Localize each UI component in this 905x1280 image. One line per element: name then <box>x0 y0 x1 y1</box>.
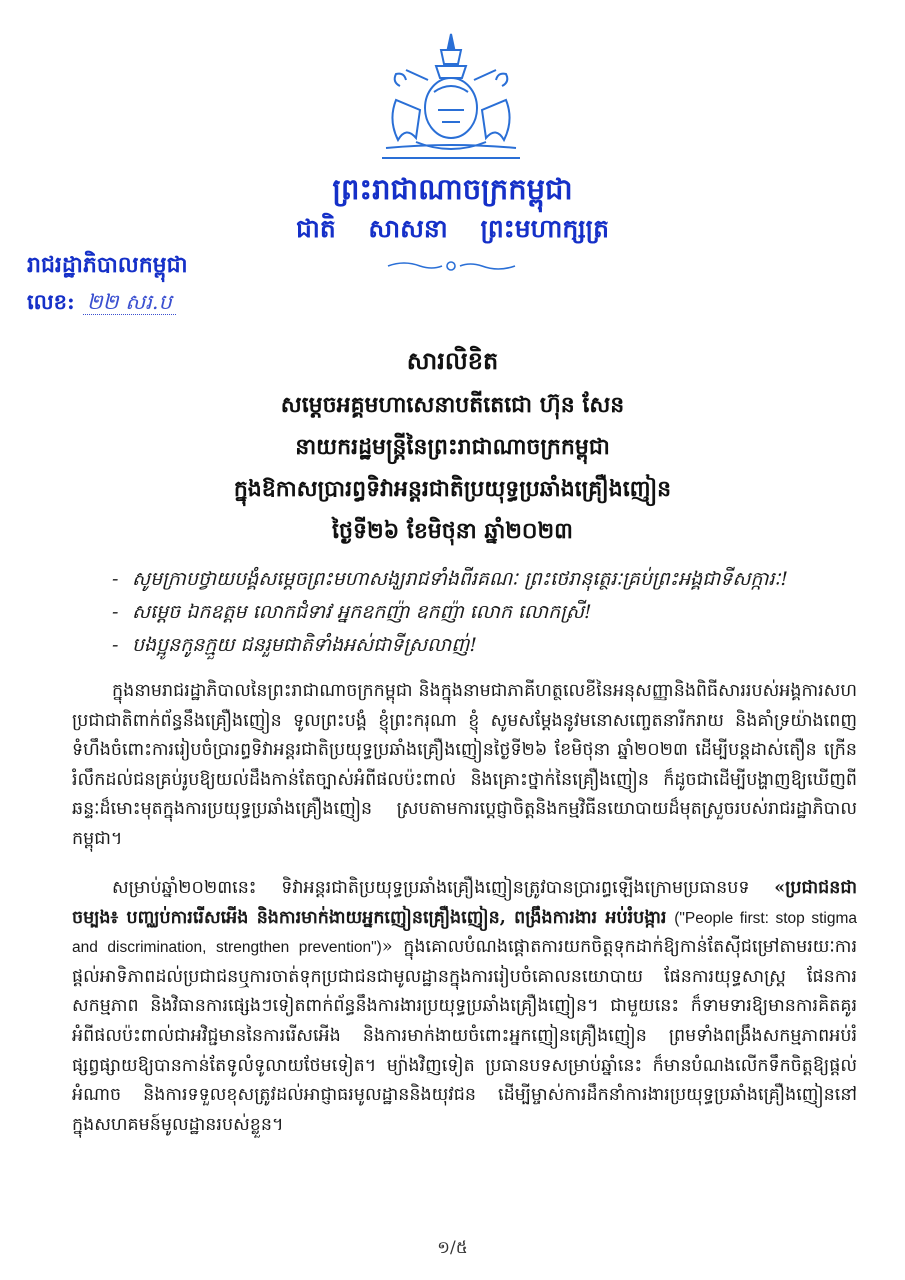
occasion-line: ក្នុងឱកាសប្រារព្ធទិវាអន្តរជាតិប្រយុទ្ធប្រឆាំងគ្រឿងញៀន <box>233 476 672 502</box>
reference-value: ២២ សរ.ប <box>83 290 176 315</box>
salutation-item: - បងប្អូនកូនក្មួយ ជនរួមជាតិទាំងអស់ជាទីស្រលាញ់! <box>112 634 477 656</box>
salutation-item: - សូមក្រាបថ្វាយបង្គំសម្តេចព្រះមហាសង្ឃរាជទាំងពីរគណៈ ព្រះថេរានុត្ថេរៈគ្រប់ព្រះអង្គជាទីសក្ការៈ! <box>112 568 788 590</box>
date-line: ថ្ងៃទី២៦ ខែមិថុនា ឆ្នាំ២០២៣ <box>332 518 573 544</box>
p2-english-theme: ("People first: stop stigma and discrimination, strengthen prevention") <box>72 909 857 957</box>
document-title: សារលិខិត <box>406 346 499 375</box>
kingdom-name: ព្រះរាជាណាចក្រកម្ពុជា <box>332 172 573 206</box>
p2-theme: «ប្រជាជនជាចម្បង៖ បញ្ឈប់ការរើសអើង និងការមាក់ងាយអ្នកញៀនគ្រឿងញៀន, ពង្រឹងការងារ អប់រំបង្ការ <box>72 878 857 928</box>
title-block <box>0 338 905 552</box>
page-number: ១/៥ <box>437 1238 468 1258</box>
p2-intro: សម្រាប់ឆ្នាំ២០២៣នេះ ទិវាអន្តរជាតិប្រយុទ្ធប្រឆាំងគ្រឿងញៀនត្រូវបានប្រារព្ធឡើងក្រោមប្រធានបទ <box>112 878 750 898</box>
royal-emblem-icon <box>376 30 526 168</box>
national-motto: ជាតិ សាសនា ព្រះមហាក្សត្រ <box>296 214 609 243</box>
divider-ornament-icon <box>384 258 519 274</box>
salutation-list <box>112 563 892 662</box>
body-paragraph-2 <box>72 874 857 1140</box>
body-paragraph-1: ក្នុងនាមរាជរដ្ឋាភិបាលនៃព្រះរាជាណាចក្រកម្ពុជា និងក្នុងនាមជាភាគីហត្ថលេខីនៃអនុសញ្ញានិងពិធីសាររបស់អង្គការសហប្រជាជាតិពាក់ព័ន្ធនឹងគ្រឿងញៀន ទូលព្រះបង្គំ ខ្ញុំព្រះករុណា ខ្ញុំ សូមសម្តែងនូវមនោសញ្ចេតនារីករាយ និងគាំទ្រយ៉ាងពេញទំហឹងចំពោះការរៀបចំប្រារព្ធទិវាអន្តរជាតិប្រយុទ្ធប្រឆាំងគ្រឿងញៀនថ្ងៃទី២៦ ខែមិថុនា ឆ្នាំ២០២៣ ដើម្បីបន្តដាស់តឿន ក្រើនរំលឹកដល់ជនគ្រប់រូបឱ្យយល់ដឹងកាន់តែច្បាស់អំពីផលប៉ះពាល់ និងគ្រោះថ្នាក់នៃគ្រឿងញៀន ក៏ដូចជាដើម្បីបង្ហាញឱ្យឃើញពីឆន្ទៈដ៏មោះមុតក្នុងការប្រយុទ្ធប្រឆាំងគ្រឿងញៀន ស្របតាមការប្តេជ្ញាចិត្តនិងកម្មវិធីនយោបាយដ៏មុតស្រួចរបស់រាជរដ្ឋាភិបាលកម្ពុជា។ <box>72 681 857 849</box>
reference-number <box>27 289 176 320</box>
author-line: សម្តេចអគ្គមហាសេនាបតីតេជោ ហ៊ុន សែន <box>280 392 625 418</box>
reference-label: លេខ: <box>27 289 75 314</box>
salutation-item: - សម្តេច ឯកឧត្តម លោកជំទាវ អ្នកឧកញ៉ា ឧកញ៉ា លោក លោកស្រី! <box>112 601 592 623</box>
government-label: រាជរដ្ឋាភិបាលកម្ពុជា <box>27 252 188 278</box>
p2-rest: » ក្នុងគោលបំណងផ្តោតការយកចិត្តទុកដាក់ឱ្យកាន់តែស៊ីជម្រៅតាមរយៈការផ្តល់អាទិភាពដល់ប្រជាជនឬការចាត់ទុកប្រជាជនជាមូលដ្ឋានក្នុងការរៀបចំគោលនយោបាយ ផែនការយុទ្ធសាស្ត្រ ផែនការសកម្មភាព និងវិធានការផ្សេងៗទៀតពាក់ព័ន្ធនឹងការងារប្រយុទ្ធប្រឆាំងគ្រឿងញៀន។ ជាមួយនេះ ក៏ទាមទារឱ្យមានការគិតគូរអំពីផលប៉ះពាល់ជាអវិជ្ជមាននៃការរើសអើង និងការមាក់ងាយចំពោះអ្នកញៀនគ្រឿងញៀន ព្រមទាំងពង្រឹងសកម្មភាពអប់រំផ្សព្វផ្សាយឱ្យបានកាន់តែទូលំទូលាយថែមទៀត។ ម្យ៉ាងវិញទៀត ប្រធានបទសម្រាប់ឆ្នាំនេះ ក៏មានបំណងលើកទឹកចិត្តឱ្យផ្តល់អំណាច និងការទទួលខុសត្រូវដល់អាជ្ញាធរមូលដ្ឋាននិងយុវជន ដើម្បីម្ចាស់ការដឹកនាំការងារប្រយុទ្ធប្រឆាំងគ្រឿងញៀននៅក្នុងសហគមន៍មូលដ្ឋានរបស់ខ្លួន។ <box>72 937 857 1135</box>
position-line: នាយករដ្ឋមន្ត្រីនៃព្រះរាជាណាចក្រកម្ពុជា <box>295 434 610 460</box>
